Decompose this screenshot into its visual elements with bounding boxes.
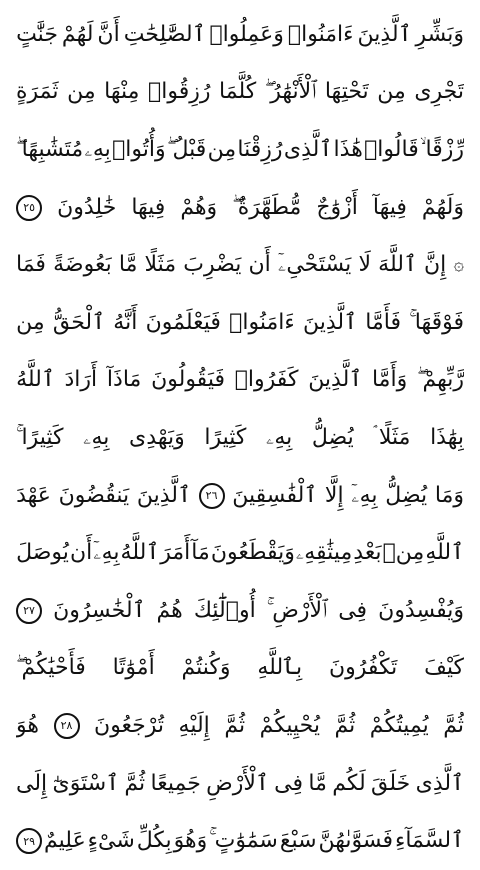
- ayah-number: ٢٨: [60, 719, 73, 733]
- verse-word: ٱلْحَقُّ: [52, 309, 106, 335]
- verse-word: جَنَّٰتٍ: [16, 21, 58, 47]
- verse-word: بَعْدِ: [353, 540, 382, 566]
- verse-word: ثُمَّ: [443, 712, 464, 738]
- verse-word: مَّا: [118, 252, 138, 278]
- verse-word: فَيَعْلَمُونَ: [145, 309, 221, 335]
- verse-word: وَيَقْطَعُونَ: [210, 540, 295, 566]
- verse-word: أَمَرَ: [160, 540, 191, 566]
- verse-line: [16, 121, 464, 179]
- verse-word: كُلَّمَا: [219, 79, 257, 105]
- verse-line: [16, 812, 464, 870]
- verse-word: فَأَحْيَٰكُمْ ۖ: [16, 655, 86, 681]
- verse-word: أُو۟لَٰٓئِكَ: [193, 597, 256, 623]
- verse-word: ٱلْأَرْضِ: [206, 770, 269, 796]
- verse-word: ٱلسَّمَآءِ: [395, 828, 464, 854]
- verse-word: فَأَمَّا: [365, 309, 401, 335]
- verse-word: إِنَّ: [424, 252, 447, 278]
- verse-word: هُوَ: [16, 712, 39, 738]
- ayah-end-marker-icon: [54, 713, 80, 739]
- verse-word: وَهُمْ: [180, 194, 218, 220]
- ayah-number: ٢٦: [205, 489, 218, 503]
- verse-word: ٱللَّهُ: [120, 540, 160, 566]
- verse-word: وَيَهْدِى: [129, 424, 185, 450]
- verse-word: وَمَا: [434, 482, 464, 508]
- verse-word: أَن: [248, 252, 271, 278]
- verse-word: ءَامَنُوا۟: [229, 309, 295, 335]
- verse-word: بِهَٰذَا: [430, 424, 464, 450]
- verse-line: [16, 582, 464, 640]
- verse-word: وَبَشِّرِ: [415, 21, 464, 47]
- verse-line: [16, 409, 464, 467]
- verse-line: [16, 467, 464, 525]
- verse-word: فَمَا: [16, 252, 46, 278]
- rub-el-hizb-icon: ۞: [453, 254, 464, 276]
- verse-word: رُزِقْنَا: [237, 136, 283, 162]
- verse-line: [16, 755, 464, 813]
- verse-word: فِيهَا: [131, 194, 166, 220]
- verse-word: كَثِيرًا: [204, 424, 247, 450]
- verse-word: خَٰلِدُونَ: [57, 194, 117, 220]
- verse-word: أَمْوَٰتًا: [112, 655, 155, 681]
- verse-word: وَأُتُوا۟: [112, 136, 166, 162]
- verse-word: سَبْعَ: [279, 828, 317, 854]
- ayah-end-marker-icon: [16, 598, 42, 624]
- verse-word: أَن: [69, 540, 93, 566]
- verse-word: يُحْيِيكُمْ: [259, 712, 320, 738]
- verse-line: [16, 236, 464, 294]
- verse-word: لَا: [358, 252, 371, 278]
- verse-word: فِى: [338, 597, 368, 623]
- verse-line: [16, 352, 464, 410]
- verse-word: مِنْهَا: [104, 79, 140, 105]
- verse-word: ٱلصَّٰلِحَٰتِ: [123, 21, 206, 47]
- verse-word: بِهِۦ: [265, 424, 293, 450]
- verse-word: بِهِۦ: [84, 136, 111, 162]
- verse-word: شَىْءٍ: [87, 828, 135, 854]
- verse-word: رِّزْقًا ۙ: [420, 136, 464, 162]
- ayah-end-marker-icon: [16, 828, 42, 854]
- verse-word: ٱللَّهَ: [378, 252, 417, 278]
- verse-word: تَجْرِى: [414, 79, 464, 105]
- ayah-end-marker-icon: [199, 483, 225, 509]
- verse-word: ٱلَّذِينَ: [357, 21, 412, 47]
- verse-word: مَثَلًا ۘ: [373, 424, 411, 450]
- verse-word: ٱلْأَنْهَٰرُ ۖ: [264, 79, 317, 105]
- verse-word: عَهْدَ: [16, 482, 51, 508]
- verse-word: بَعُوضَةً: [53, 252, 112, 278]
- verse-word: ثَمَرَةٍ: [16, 79, 59, 105]
- verse-word: ءَامَنُوا۟: [287, 21, 354, 47]
- verse-line: [16, 697, 464, 755]
- verse-word: وَعَمِلُوا۟: [209, 21, 284, 47]
- verse-word: بِٱللَّهِ: [257, 655, 303, 681]
- verse-word: إِلَيْهِ: [178, 712, 210, 738]
- verse-word: يُضِلُّ: [385, 482, 428, 508]
- verse-word: فِيهَآ: [372, 194, 407, 220]
- verse-word: تَحْتِهَا: [324, 79, 369, 105]
- verse-word: فَسَوَّىٰهُنَّ: [318, 828, 394, 854]
- verse-word: فِى: [274, 770, 304, 796]
- verse-word: ٱلَّذِينَ: [136, 482, 191, 508]
- verse-word: وَكُنتُمْ: [181, 655, 231, 681]
- ayah-end-marker-icon: [16, 195, 42, 221]
- verse-word: مَآ: [191, 540, 210, 566]
- verse-word: مَّا: [308, 770, 327, 796]
- verse-word: مُّطَهَّرَةٌ ۖ: [232, 194, 302, 220]
- ayah-number: ٢٩: [23, 834, 36, 848]
- verse-word: هَٰذَا: [333, 136, 363, 162]
- verse-word: وَأَمَّا: [371, 367, 408, 393]
- verse-word: فَوْقَهَا ۚ: [409, 309, 464, 335]
- verse-word: ٱللَّهُ: [16, 367, 55, 393]
- verse-word: أَرَادَ: [64, 367, 98, 393]
- verse-word: مِيثَٰقِهِۦ: [295, 540, 353, 566]
- verse-word: أَنَّ: [97, 21, 120, 47]
- verse-word: مِن: [207, 136, 237, 162]
- verse-word: يَضْرِبَ: [183, 252, 242, 278]
- verse-word: تَكْفُرُونَ: [328, 655, 398, 681]
- verse-word: ٱلْأَرْضِ ۚ: [266, 597, 328, 623]
- verse-word: مِن: [67, 79, 96, 105]
- verse-word: بِكُلِّ: [136, 828, 172, 854]
- verse-word: رُزِقُوا۟: [148, 79, 211, 105]
- verse-word: مِن: [377, 79, 406, 105]
- verse-line: [16, 524, 464, 582]
- verse-word: عَلِيمٌ: [44, 828, 86, 854]
- verse-word: إِلَّا: [324, 482, 344, 508]
- verse-word: يُضِلُّ: [311, 424, 354, 450]
- verse-word: كَفَرُوا۟: [234, 367, 299, 393]
- verse-word: لَهُمْ: [61, 21, 94, 47]
- verse-word: وَهُوَ: [173, 828, 208, 854]
- verse-word: مَثَلًا: [144, 252, 177, 278]
- verse-word: ٱلْفَٰسِقِينَ: [232, 482, 318, 508]
- verse-word: إِلَى: [16, 770, 48, 796]
- verse-word: مُتَشَٰبِهًا ۖ: [16, 136, 84, 162]
- verse-word: هُمُ: [156, 597, 183, 623]
- verse-word: بِهِۦ: [83, 424, 110, 450]
- verse-word: وَلَهُمْ: [421, 194, 464, 220]
- verse-line: [16, 640, 464, 698]
- verse-word: أَزْوَٰجٌ: [316, 194, 358, 220]
- verse-word: فَيَقُولُونَ: [151, 367, 225, 393]
- verse-word: قَبْلُ ۖ: [166, 136, 207, 162]
- verse-word: مِنۢ: [382, 540, 425, 566]
- verse-word: مَاذَآ: [106, 367, 142, 393]
- verse-word: ٱلَّذِينَ: [302, 309, 357, 335]
- verse-word: سَمَٰوَٰتٍ ۚ: [209, 828, 278, 854]
- verse-word: كَيْفَ: [424, 655, 464, 681]
- verse-word: ثُمَّ: [334, 712, 356, 738]
- verse-word: لَكُم: [332, 770, 366, 796]
- verse-word: أَنَّهُ: [113, 309, 138, 335]
- verse-line: [16, 6, 464, 64]
- verse-word: رَّبِّهِمْ ۖ: [416, 367, 464, 393]
- verse-line: [16, 179, 464, 237]
- verse-word: خَلَقَ: [371, 770, 411, 796]
- verse-word: يُمِيتُكُمْ: [369, 712, 429, 738]
- verse-word: ٱلْخَٰسِرُونَ: [53, 597, 146, 623]
- verse-word: يَسْتَحْىِۦٓ: [277, 252, 352, 278]
- verse-word: وَيُفْسِدُونَ: [378, 597, 464, 623]
- verse-word: ثُمَّ: [124, 770, 146, 796]
- verse-word: بِهِۦٓ: [93, 540, 120, 566]
- verse-word: ٱسْتَوَىٰٓ: [52, 770, 120, 796]
- verse-word: يَنقُضُونَ: [58, 482, 130, 508]
- ayah-number: ٢٥: [23, 201, 36, 215]
- verse-word: جَمِيعًا: [150, 770, 201, 796]
- verse-word: قَالُوا۟: [364, 136, 419, 162]
- verse-line: [16, 294, 464, 352]
- verse-word: ٱلَّذِينَ: [308, 367, 363, 393]
- verse-word: تُرْجَعُونَ: [94, 712, 165, 738]
- verse-word: كَثِيرًا ۚ: [16, 424, 64, 450]
- verse-word: ٱلَّذِى: [283, 136, 333, 162]
- verse-word: ٱلَّذِى: [415, 770, 464, 796]
- verse-word: مِن: [16, 309, 45, 335]
- verse-line: [16, 64, 464, 122]
- verse-word: ٱللَّهِ: [425, 540, 464, 566]
- verse-word: بِهِۦٓ: [351, 482, 378, 508]
- ayah-number: ٢٧: [23, 604, 35, 618]
- verse-word: ثُمَّ: [224, 712, 246, 738]
- verse-word: يُوصَلَ: [16, 540, 69, 566]
